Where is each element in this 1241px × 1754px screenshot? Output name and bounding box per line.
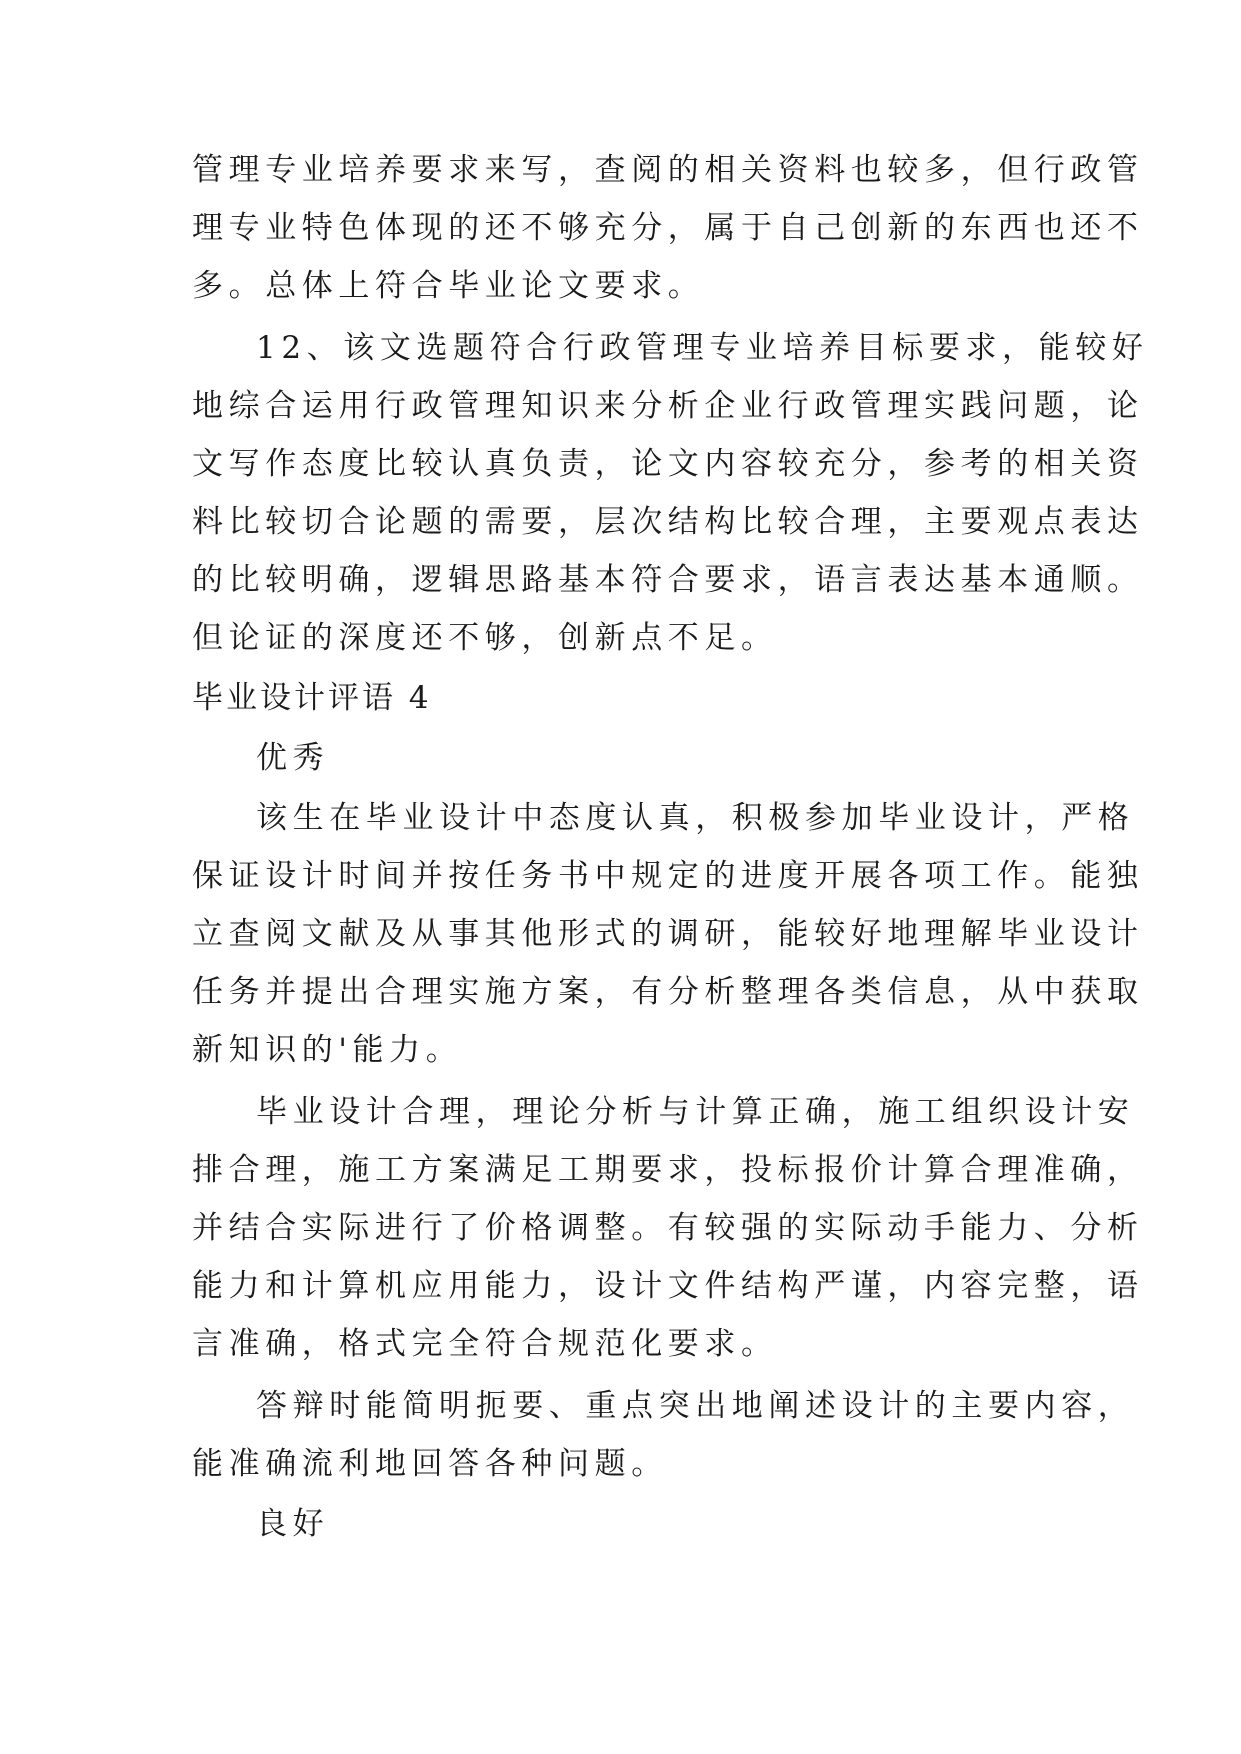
text-line: 文写作态度比较认真负责，论文内容较充分，参考的相关资 <box>192 446 1144 482</box>
text-line: 毕业设计合理，理论分析与计算正确，施工组织设计安 <box>256 1094 1135 1130</box>
section-heading: 毕业设计评语 4 <box>192 680 432 716</box>
text-line: 多。总体上符合毕业论文要求。 <box>192 268 705 304</box>
text-line: 该生在毕业设计中态度认真，积极参加毕业设计，严格 <box>256 800 1135 836</box>
text-line: 答辩时能简明扼要、重点突出地阐述设计的主要内容， <box>256 1388 1135 1424</box>
text-line: 言准确，格式完全符合规范化要求。 <box>192 1326 778 1362</box>
text-line: 新知识的'能力。 <box>192 1032 463 1068</box>
text-line: 管理专业培养要求来写，查阅的相关资料也较多，但行政管 <box>192 152 1144 188</box>
text-line: 并结合实际进行了价格调整。有较强的实际动手能力、分析 <box>192 1210 1144 1246</box>
text-line: 地综合运用行政管理知识来分析企业行政管理实践问题，论 <box>192 388 1144 424</box>
grade-label: 优秀 <box>256 740 330 776</box>
text-line: 排合理，施工方案满足工期要求，投标报价计算合理准确， <box>192 1152 1144 1188</box>
text-line: 的比较明确，逻辑思路基本符合要求，语言表达基本通顺。 <box>192 562 1144 598</box>
text-line: 能准确流利地回答各种问题。 <box>192 1446 668 1482</box>
text-line: 但论证的深度还不够，创新点不足。 <box>192 620 778 656</box>
text-line: 立查阅文献及从事其他形式的调研，能较好地理解毕业设计 <box>192 916 1144 952</box>
text-line: 能力和计算机应用能力，设计文件结构严谨，内容完整，语 <box>192 1268 1144 1304</box>
text-line: 料比较切合论题的需要，层次结构比较合理，主要观点表达 <box>192 504 1144 540</box>
text-line: 12、该文选题符合行政管理专业培养目标要求，能较好 <box>256 330 1149 366</box>
grade-label: 良好 <box>256 1506 330 1542</box>
text-line: 保证设计时间并按任务书中规定的进度开展各项工作。能独 <box>192 858 1144 894</box>
text-line: 任务并提出合理实施方案，有分析整理各类信息，从中获取 <box>192 974 1144 1010</box>
text-line: 理专业特色体现的还不够充分，属于自己创新的东西也还不 <box>192 210 1144 246</box>
